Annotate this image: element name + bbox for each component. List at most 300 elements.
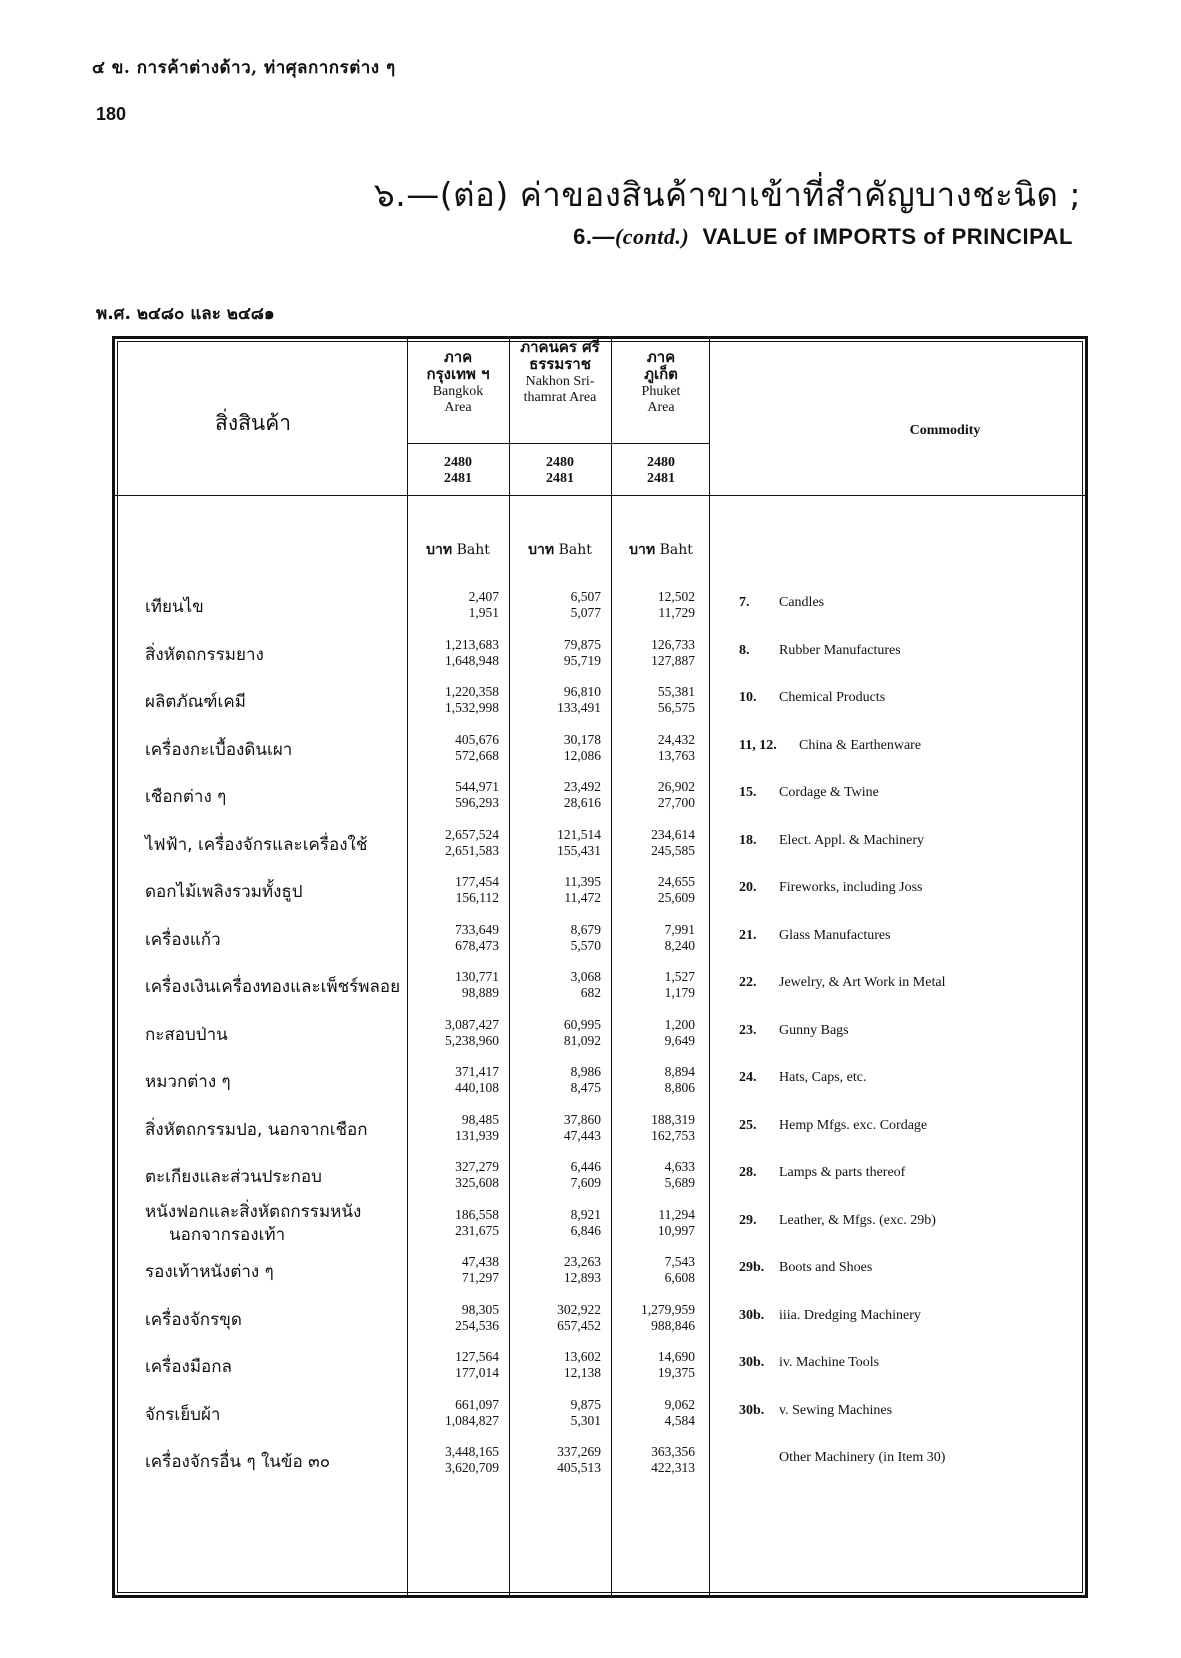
commodity-name-thai: ดอกไม้เพลิงรวมทั้งธูป bbox=[145, 882, 303, 902]
value-2481: 13,763 bbox=[657, 748, 695, 763]
value-2481: 27,700 bbox=[657, 795, 695, 810]
value-2480: 96,810 bbox=[563, 684, 601, 699]
value-2480: 23,492 bbox=[563, 779, 601, 794]
item-number: 30b. bbox=[739, 1403, 765, 1418]
years-label: พ.ศ. ๒๔๘๐ และ ๒๔๘๑ bbox=[96, 304, 275, 324]
table-row bbox=[115, 773, 1085, 821]
value-phk bbox=[607, 1254, 695, 1286]
commodity-label: Jewelry, & Art Work in Metal bbox=[779, 975, 946, 990]
commodity-label: Glass Manufactures bbox=[779, 928, 891, 943]
title-number: 6.— bbox=[573, 224, 615, 249]
commodity-name-thai: หมวกต่าง ๆ bbox=[145, 1072, 231, 1092]
value-2481: 162,753 bbox=[651, 1128, 695, 1143]
value-2480: 130,771 bbox=[455, 969, 499, 984]
title-main: VALUE of IMPORTS of PRINCIPAL bbox=[702, 224, 1073, 249]
commodity-name-english bbox=[739, 595, 824, 611]
unit-english: Baht bbox=[659, 542, 693, 558]
year-second: 2481 bbox=[647, 471, 675, 487]
table-row bbox=[115, 1201, 1085, 1249]
value-2480: 363,356 bbox=[651, 1444, 695, 1459]
value-2480: 6,507 bbox=[570, 589, 601, 604]
value-bkk bbox=[411, 922, 499, 954]
value-phk bbox=[607, 1112, 695, 1144]
item-number: 21. bbox=[739, 928, 757, 943]
commodity-label: Hemp Mfgs. exc. Cordage bbox=[779, 1118, 928, 1133]
value-2481: 56,575 bbox=[657, 700, 695, 715]
commodity-label: Fireworks, including Joss bbox=[779, 880, 923, 895]
value-2481: 131,939 bbox=[455, 1128, 499, 1143]
value-2481: 1,648,948 bbox=[445, 653, 499, 668]
value-2480: 8,679 bbox=[570, 922, 601, 937]
value-2480: 9,875 bbox=[570, 1397, 601, 1412]
value-2481: 3,620,709 bbox=[445, 1460, 499, 1475]
commodity-label: China & Earthenware bbox=[799, 738, 922, 753]
value-phk bbox=[607, 1017, 695, 1049]
value-2481: 7,609 bbox=[570, 1175, 601, 1190]
value-2480: 11,294 bbox=[658, 1207, 695, 1222]
value-2480: 1,527 bbox=[664, 969, 695, 984]
value-phk bbox=[607, 1397, 695, 1429]
commodity-name-thai: เครื่องจักรขุด bbox=[145, 1310, 242, 1330]
years-phuket bbox=[613, 455, 709, 487]
value-2480: 98,485 bbox=[461, 1112, 499, 1127]
value-2481: 657,452 bbox=[557, 1318, 601, 1333]
item-number: 29. bbox=[739, 1213, 757, 1228]
value-2481: 6,608 bbox=[664, 1270, 695, 1285]
item-number: 29b. bbox=[739, 1260, 765, 1275]
commodity-name-thai: เทียนไข bbox=[145, 597, 204, 617]
value-nak bbox=[513, 827, 601, 859]
value-nak bbox=[513, 1112, 601, 1144]
value-2481: 5,077 bbox=[570, 605, 601, 620]
commodity-name-english bbox=[739, 1165, 905, 1181]
value-nak bbox=[513, 589, 601, 621]
value-2481: 405,513 bbox=[557, 1460, 601, 1475]
value-phk bbox=[607, 1064, 695, 1096]
commodity-label: Boots and Shoes bbox=[779, 1260, 873, 1275]
column-phuket-thai: ภาค ภูเก็ต bbox=[644, 348, 678, 384]
value-2480: 327,279 bbox=[455, 1159, 499, 1174]
value-phk bbox=[607, 589, 695, 621]
commodity-name-english bbox=[739, 1118, 927, 1134]
value-2481: 47,443 bbox=[563, 1128, 601, 1143]
commodity-name-english bbox=[739, 690, 885, 706]
value-2481: 28,616 bbox=[563, 795, 601, 810]
value-bkk bbox=[411, 779, 499, 811]
item-number: 18. bbox=[739, 833, 757, 848]
commodity-name-english bbox=[739, 1213, 936, 1229]
column-nakhon-thai: ภาคนคร ศรีธรรมราช bbox=[520, 338, 600, 374]
years-bangkok bbox=[409, 455, 507, 487]
value-2481: 440,108 bbox=[455, 1080, 499, 1095]
item-number: 15. bbox=[739, 785, 757, 800]
value-bkk bbox=[411, 969, 499, 1001]
value-2481: 19,375 bbox=[657, 1365, 695, 1380]
value-2480: 26,902 bbox=[657, 779, 695, 794]
commodity-label: iiia. Dredging Machinery bbox=[779, 1308, 921, 1323]
value-nak bbox=[513, 1017, 601, 1049]
value-nak bbox=[513, 779, 601, 811]
column-phuket-english: Phuket Area bbox=[641, 383, 681, 415]
value-nak bbox=[513, 1254, 601, 1286]
value-2480: 405,676 bbox=[455, 732, 499, 747]
item-number: 30b. bbox=[739, 1355, 765, 1370]
table-title-thai: ๖.—(ต่อ) ค่าของสินค้าขาเข้าที่สำคัญบางชะนิด ; bbox=[373, 175, 1081, 214]
commodity-name-english bbox=[739, 1308, 921, 1324]
value-2481: 156,112 bbox=[455, 890, 499, 905]
commodity-name-thai: กะสอบป่าน bbox=[145, 1025, 228, 1045]
value-2481: 12,893 bbox=[563, 1270, 601, 1285]
value-2480: 9,062 bbox=[664, 1397, 695, 1412]
table-row bbox=[115, 868, 1085, 916]
value-2481: 11,729 bbox=[658, 605, 695, 620]
value-2480: 2,407 bbox=[468, 589, 499, 604]
value-nak bbox=[513, 922, 601, 954]
value-2481: 1,532,998 bbox=[445, 700, 499, 715]
commodity-name-thai: ตะเกียงและส่วนประกอบ bbox=[145, 1167, 322, 1187]
year-first: 2480 bbox=[444, 455, 472, 470]
value-phk bbox=[607, 1207, 695, 1239]
year-second: 2481 bbox=[546, 471, 574, 487]
value-2481: 155,431 bbox=[557, 843, 601, 858]
value-2480: 1,220,358 bbox=[445, 684, 499, 699]
value-nak bbox=[513, 1064, 601, 1096]
value-2480: 1,200 bbox=[664, 1017, 695, 1032]
unit-english: Baht bbox=[558, 542, 592, 558]
item-number: 10. bbox=[739, 690, 757, 705]
value-2481: 682 bbox=[580, 985, 601, 1000]
table-title-english bbox=[573, 224, 1073, 250]
value-2480: 8,986 bbox=[570, 1064, 601, 1079]
value-phk bbox=[607, 732, 695, 764]
value-2480: 60,995 bbox=[563, 1017, 601, 1032]
commodity-name-thai: สิ่งหัตถกรรมปอ, นอกจากเชือก bbox=[145, 1120, 368, 1140]
value-2480: 79,875 bbox=[563, 637, 601, 652]
value-2480: 121,514 bbox=[557, 827, 601, 842]
value-2480: 13,602 bbox=[563, 1349, 601, 1364]
year-first: 2480 bbox=[647, 455, 675, 470]
commodity-name-line-1: หนังฟอกและสิ่งหัตถกรรมหนัง bbox=[145, 1202, 362, 1222]
commodity-name-english bbox=[739, 880, 923, 896]
value-bkk bbox=[411, 1302, 499, 1334]
item-number: 28. bbox=[739, 1165, 757, 1180]
commodity-label: Elect. Appl. & Machinery bbox=[779, 833, 925, 848]
value-2481: 10,997 bbox=[657, 1223, 695, 1238]
value-2480: 1,213,683 bbox=[445, 637, 499, 652]
value-2481: 8,240 bbox=[664, 938, 695, 953]
value-2480: 3,087,427 bbox=[445, 1017, 499, 1032]
value-2480: 7,991 bbox=[664, 922, 695, 937]
year-first: 2480 bbox=[546, 455, 574, 470]
value-2480: 24,655 bbox=[657, 874, 695, 889]
commodity-header-thai: สิ่งสินค้า bbox=[215, 411, 292, 435]
value-2480: 127,564 bbox=[455, 1349, 499, 1364]
section-header: ๔ ข. การค้าต่างด้าว, ท่าศุลกากรต่าง ๆ bbox=[92, 58, 396, 78]
commodity-header-english: Commodity bbox=[909, 423, 981, 438]
value-2481: 4,584 bbox=[664, 1413, 695, 1428]
unit-thai: บาท bbox=[426, 542, 453, 558]
value-2480: 661,097 bbox=[455, 1397, 499, 1412]
value-bkk bbox=[411, 1254, 499, 1286]
value-phk bbox=[607, 1302, 695, 1334]
value-nak bbox=[513, 1444, 601, 1476]
commodity-label: Chemical Products bbox=[779, 690, 886, 705]
commodity-label: Candles bbox=[779, 595, 825, 610]
value-2481: 422,313 bbox=[651, 1460, 695, 1475]
item-number: 25. bbox=[739, 1118, 757, 1133]
commodity-name-english bbox=[739, 833, 924, 849]
column-nakhon-english: Nakhon Sri- thamrat Area bbox=[523, 373, 597, 405]
table-row bbox=[115, 1106, 1085, 1154]
value-2480: 544,971 bbox=[455, 779, 499, 794]
table-row bbox=[115, 1438, 1085, 1486]
commodity-name-english bbox=[739, 1355, 879, 1371]
value-2481: 81,092 bbox=[563, 1033, 601, 1048]
commodity-name-thai: เครื่องมือกล bbox=[145, 1357, 232, 1377]
value-nak bbox=[513, 1207, 601, 1239]
value-2481: 1,084,827 bbox=[445, 1413, 499, 1428]
value-2481: 12,086 bbox=[563, 748, 601, 763]
table-row bbox=[115, 631, 1085, 679]
value-2480: 4,633 bbox=[664, 1159, 695, 1174]
value-bkk bbox=[411, 732, 499, 764]
commodity-name-thai: ไฟฟ้า, เครื่องจักรและเครื่องใช้ bbox=[145, 835, 368, 855]
value-2481: 25,609 bbox=[657, 890, 695, 905]
value-2480: 24,432 bbox=[657, 732, 695, 747]
item-number: 23. bbox=[739, 1023, 757, 1038]
unit-thai: บาท bbox=[528, 542, 555, 558]
value-phk bbox=[607, 969, 695, 1001]
unit-thai: บาท bbox=[629, 542, 656, 558]
item-number: 7. bbox=[739, 595, 750, 610]
value-2480: 3,068 bbox=[570, 969, 601, 984]
item-number: 20. bbox=[739, 880, 757, 895]
value-2480: 11,395 bbox=[564, 874, 601, 889]
value-nak bbox=[513, 684, 601, 716]
table-row bbox=[115, 916, 1085, 964]
column-bangkok-english: Bangkok Area bbox=[432, 383, 484, 415]
value-2480: 188,319 bbox=[651, 1112, 695, 1127]
commodity-name-thai: เชือกต่าง ๆ bbox=[145, 787, 227, 807]
value-2481: 5,570 bbox=[570, 938, 601, 953]
value-2480: 7,543 bbox=[664, 1254, 695, 1269]
value-phk bbox=[607, 1349, 695, 1381]
value-phk bbox=[607, 874, 695, 906]
page-number: 180 bbox=[96, 104, 127, 124]
commodity-name-thai bbox=[145, 1201, 361, 1247]
value-phk bbox=[607, 637, 695, 669]
column-header-bangkok bbox=[409, 349, 507, 416]
table-row bbox=[115, 963, 1085, 1011]
value-bkk bbox=[411, 1064, 499, 1096]
value-2480: 337,269 bbox=[557, 1444, 601, 1459]
value-bkk bbox=[411, 1207, 499, 1239]
value-2481: 254,536 bbox=[455, 1318, 499, 1333]
value-2481: 127,887 bbox=[651, 653, 695, 668]
table-row bbox=[115, 1391, 1085, 1439]
table-row bbox=[115, 1058, 1085, 1106]
commodity-name-line-2: นอกจากรองเท้า bbox=[169, 1224, 286, 1245]
item-number: 24. bbox=[739, 1070, 757, 1085]
value-nak bbox=[513, 874, 601, 906]
table-row bbox=[115, 726, 1085, 774]
value-2480: 2,657,524 bbox=[445, 827, 499, 842]
value-2480: 126,733 bbox=[651, 637, 695, 652]
unit-english: Baht bbox=[456, 542, 490, 558]
commodity-name-english bbox=[739, 1260, 872, 1276]
commodity-label: Lamps & parts thereof bbox=[779, 1165, 906, 1180]
value-phk bbox=[607, 922, 695, 954]
unit-bangkok bbox=[409, 539, 507, 561]
commodity-label: Gunny Bags bbox=[779, 1023, 849, 1038]
table-row bbox=[115, 1153, 1085, 1201]
commodity-name-thai: เครื่องกะเบื้องดินเผา bbox=[145, 740, 293, 760]
commodity-name-thai: รองเท้าหนังต่าง ๆ bbox=[145, 1262, 274, 1282]
value-nak bbox=[513, 1397, 601, 1429]
commodity-name-english bbox=[739, 738, 921, 754]
commodity-label: Rubber Manufactures bbox=[779, 643, 901, 658]
value-2481: 8,806 bbox=[664, 1080, 695, 1095]
value-2480: 371,417 bbox=[455, 1064, 499, 1079]
value-2481: 177,014 bbox=[455, 1365, 499, 1380]
value-bkk bbox=[411, 827, 499, 859]
table-row bbox=[115, 821, 1085, 869]
commodity-name-english bbox=[739, 1023, 849, 1039]
value-phk bbox=[607, 684, 695, 716]
value-2481: 988,846 bbox=[651, 1318, 695, 1333]
value-2481: 12,138 bbox=[563, 1365, 601, 1380]
value-2480: 30,178 bbox=[563, 732, 601, 747]
table-row bbox=[115, 1011, 1085, 1059]
value-2480: 3,448,165 bbox=[445, 1444, 499, 1459]
value-bkk bbox=[411, 1159, 499, 1191]
commodity-name-thai: เครื่องจักรอื่น ๆ ในข้อ ๓๐ bbox=[145, 1452, 331, 1472]
value-bkk bbox=[411, 1112, 499, 1144]
value-2481: 678,473 bbox=[455, 938, 499, 953]
commodity-label: Hats, Caps, etc. bbox=[779, 1070, 867, 1085]
value-2481: 2,651,583 bbox=[445, 843, 499, 858]
value-2480: 8,921 bbox=[570, 1207, 601, 1222]
value-nak bbox=[513, 637, 601, 669]
value-2481: 231,675 bbox=[455, 1223, 499, 1238]
value-2480: 14,690 bbox=[657, 1349, 695, 1364]
table-row bbox=[115, 678, 1085, 726]
value-2481: 133,491 bbox=[557, 700, 601, 715]
value-nak bbox=[513, 732, 601, 764]
value-2481: 596,293 bbox=[455, 795, 499, 810]
value-bkk bbox=[411, 589, 499, 621]
column-bangkok-thai: ภาค กรุงเทพ ฯ bbox=[426, 348, 490, 384]
value-bkk bbox=[411, 1397, 499, 1429]
value-2480: 8,894 bbox=[664, 1064, 695, 1079]
value-bkk bbox=[411, 1444, 499, 1476]
value-2480: 1,279,959 bbox=[641, 1302, 695, 1317]
value-2481: 6,846 bbox=[570, 1223, 601, 1238]
value-2481: 8,475 bbox=[570, 1080, 601, 1095]
title-contd: (contd.) bbox=[614, 224, 690, 249]
table-row bbox=[115, 1296, 1085, 1344]
commodity-name-thai: ผลิตภัณฑ์เคมี bbox=[145, 692, 246, 712]
value-2480: 186,558 bbox=[455, 1207, 499, 1222]
item-number: 11, 12. bbox=[739, 738, 777, 753]
value-2480: 177,454 bbox=[455, 874, 499, 889]
value-bkk bbox=[411, 874, 499, 906]
table-row bbox=[115, 583, 1085, 631]
value-nak bbox=[513, 969, 601, 1001]
item-number: 8. bbox=[739, 643, 750, 658]
unit-nakhon bbox=[511, 539, 609, 561]
commodity-label: v. Sewing Machines bbox=[779, 1403, 893, 1418]
commodity-name-thai: เครื่องแก้ว bbox=[145, 930, 221, 950]
value-2481: 1,951 bbox=[468, 605, 499, 620]
commodity-label: Cordage & Twine bbox=[779, 785, 879, 800]
commodity-name-english bbox=[779, 1450, 945, 1466]
commodity-name-thai: สิ่งหัตถกรรมยาง bbox=[145, 645, 264, 665]
imports-table bbox=[112, 336, 1088, 1598]
value-nak bbox=[513, 1302, 601, 1334]
value-2480: 234,614 bbox=[651, 827, 695, 842]
value-2480: 6,446 bbox=[570, 1159, 601, 1174]
value-phk bbox=[607, 1444, 695, 1476]
value-bkk bbox=[411, 1017, 499, 1049]
commodity-name-thai: เครื่องเงินเครื่องทองและเพ็ชร์พลอย bbox=[145, 977, 401, 997]
value-2480: 12,502 bbox=[657, 589, 695, 604]
value-2481: 95,719 bbox=[563, 653, 601, 668]
value-2481: 5,301 bbox=[570, 1413, 601, 1428]
value-2481: 11,472 bbox=[564, 890, 601, 905]
value-2480: 23,263 bbox=[563, 1254, 601, 1269]
value-nak bbox=[513, 1349, 601, 1381]
value-bkk bbox=[411, 1349, 499, 1381]
column-header-phuket bbox=[613, 349, 709, 416]
commodity-name-english bbox=[739, 1403, 892, 1419]
commodity-name-english bbox=[739, 1070, 866, 1086]
value-2480: 302,922 bbox=[557, 1302, 601, 1317]
value-2481: 325,608 bbox=[455, 1175, 499, 1190]
commodity-label: Leather, & Mfgs. (exc. 29b) bbox=[779, 1213, 936, 1228]
commodity-label: iv. Machine Tools bbox=[779, 1355, 880, 1370]
value-2480: 733,649 bbox=[455, 922, 499, 937]
value-2481: 5,238,960 bbox=[445, 1033, 499, 1048]
commodity-name-thai: จักรเย็บผ้า bbox=[145, 1405, 221, 1425]
column-header-nakhon bbox=[511, 339, 609, 406]
item-number: 30b. bbox=[739, 1308, 765, 1323]
commodity-name-english bbox=[739, 975, 945, 991]
table-row bbox=[115, 1248, 1085, 1296]
item-number: 22. bbox=[739, 975, 757, 990]
commodity-name-english bbox=[739, 785, 879, 801]
value-2481: 98,889 bbox=[461, 985, 499, 1000]
table-row bbox=[115, 1343, 1085, 1391]
unit-phuket bbox=[613, 539, 709, 561]
years-nakhon bbox=[511, 455, 609, 487]
commodity-name-english bbox=[739, 928, 891, 944]
value-2481: 71,297 bbox=[461, 1270, 499, 1285]
value-2480: 55,381 bbox=[657, 684, 695, 699]
value-phk bbox=[607, 1159, 695, 1191]
value-bkk bbox=[411, 684, 499, 716]
commodity-label: Other Machinery (in Item 30) bbox=[779, 1450, 946, 1465]
value-2481: 9,649 bbox=[664, 1033, 695, 1048]
value-2481: 1,179 bbox=[664, 985, 695, 1000]
value-phk bbox=[607, 779, 695, 811]
value-2481: 572,668 bbox=[455, 748, 499, 763]
value-2481: 245,585 bbox=[651, 843, 695, 858]
value-bkk bbox=[411, 637, 499, 669]
value-nak bbox=[513, 1159, 601, 1191]
value-2480: 47,438 bbox=[461, 1254, 499, 1269]
value-2480: 37,860 bbox=[563, 1112, 601, 1127]
